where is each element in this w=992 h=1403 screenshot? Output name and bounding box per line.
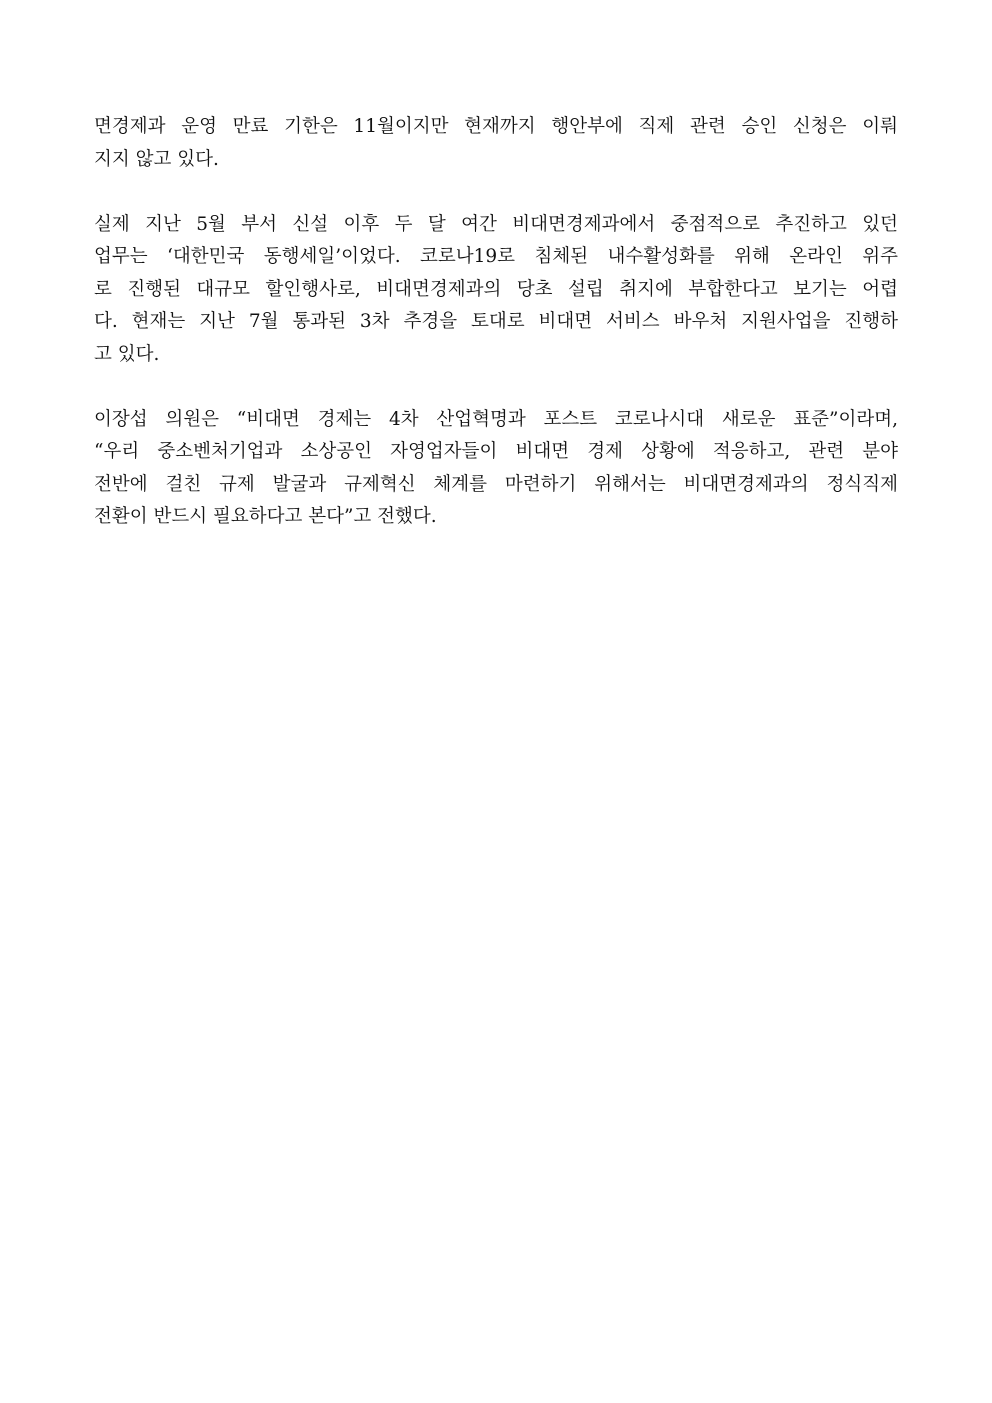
text-line: “우리 중소벤처기업과 소상공인 자영업자들이 비대면 경제 상황에 적응하고, 관련 분야 [94, 441, 898, 462]
text-line: 업무는 ‘대한민국 동행세일’이었다. 코로나19로 침체된 내수활성화를 위해 온라인 위주 [94, 246, 898, 267]
text-line: 면경제과 운영 만료 기한은 11월이지만 현재까지 행안부에 직제 관련 승인 신청은 이뤄 [94, 116, 898, 137]
paragraph-1 [94, 111, 898, 176]
text-line: 전반에 걸친 규제 발굴과 규제혁신 체계를 마련하기 위해서는 비대면경제과의 정식직제 [94, 473, 898, 495]
text-line: 다. 현재는 지난 7월 통과된 3차 추경을 토대로 비대면 서비스 바우처 지원사업을 진행하 [94, 311, 898, 332]
text-line: 로 진행된 대규모 할인행사로, 비대면경제과의 당초 설립 취지에 부합한다고 보기는 어렵 [94, 278, 898, 300]
text-line: 지지 않고 있다. [94, 148, 219, 170]
text-line: 이장섭 의원은 “비대면 경제는 4차 산업혁명과 포스트 코로나시대 새로운 표준”이라며, [94, 408, 898, 430]
paragraph-3 [94, 404, 898, 534]
document-body [94, 111, 898, 566]
text-line: 전환이 반드시 필요하다고 본다”고 전했다. [94, 506, 437, 527]
paragraph-2 [94, 209, 898, 372]
text-line: 고 있다. [94, 343, 160, 365]
text-line: 실제 지난 5월 부서 신설 이후 두 달 여간 비대면경제과에서 중점적으로 추진하고 있던 [94, 213, 898, 235]
